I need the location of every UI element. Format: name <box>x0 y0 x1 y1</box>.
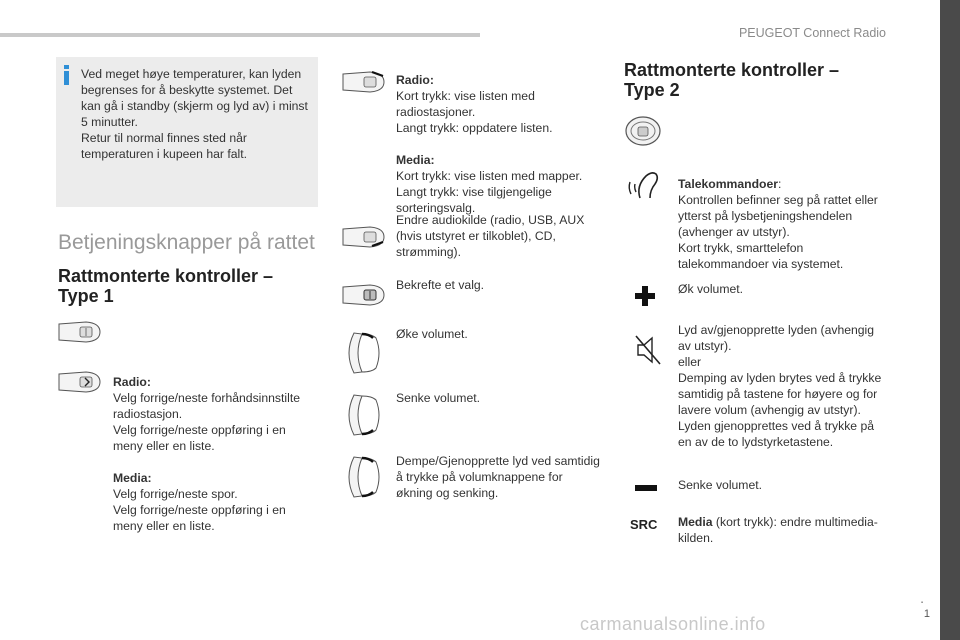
label-radio: Radio: <box>396 73 434 87</box>
volume-control-icon <box>342 392 384 438</box>
volume-control-icon <box>342 330 384 376</box>
steering-control-icon <box>56 320 102 344</box>
type2-voldown-text: Senke volumet. <box>678 478 763 492</box>
middle-item4-text: Øke volumet. <box>396 327 468 341</box>
label-media: Media: <box>113 471 152 485</box>
steering-control-icon <box>340 283 386 307</box>
type1-title: Rattmonterte kontroller – Type 1 <box>58 266 274 306</box>
type2-title: Rattmonterte kontroller – Type 2 <box>624 60 840 100</box>
voice-label: Talekommandoer <box>678 177 779 191</box>
info-icon <box>64 65 69 85</box>
voice-colon: : <box>778 177 782 191</box>
page-dot: . <box>920 590 924 606</box>
watermark: carmanualsonline.info <box>580 614 766 634</box>
type1-item1-text <box>113 358 313 550</box>
middle-item2-text: Endre audiokilde (radio, USB, AUX (hvis utstyret er tilkoblet), CD, strømming). <box>396 213 585 259</box>
media-desc: (kort trykk): endre multimedia-kilden. <box>678 515 878 545</box>
type1-radio-text: Velg forrige/neste forhåndsinnstilte radiostasjon. Velg forrige/neste oppføring i en meny eller en liste. <box>113 391 300 453</box>
voice-command-icon <box>626 168 662 202</box>
middle-item3-text: Bekrefte et valg. <box>396 278 485 292</box>
type2-mute-text: Lyd av/gjenopprette lyden (avhengig av utstyr). eller Demping av lyden brytes ved å trykke samtidig på tastene for høyere og for lavere volum (avhengig av utstyr). Lyden gjenopprettes ved å trykke på en av de to lydstyrketastene. <box>678 323 882 449</box>
steering-control-icon <box>340 225 386 249</box>
steering-control-icon <box>340 70 386 94</box>
src-label: SRC <box>630 517 658 532</box>
section-title: Betjeningsknapper på rattet <box>58 231 315 254</box>
middle-radio-text: Kort trykk: vise listen med radiostasjoner. Langt trykk: oppdatere listen. <box>396 89 553 135</box>
steering-control-icon <box>56 370 102 394</box>
middle-item6-text: Dempe/Gjenopprette lyd ved samtidig å trykke på volumknappene for økning og senking. <box>396 454 600 500</box>
minus-icon <box>634 482 658 494</box>
label-radio: Radio: <box>113 375 151 389</box>
page-number: 1 <box>923 608 930 620</box>
info-box <box>56 57 318 207</box>
page-edge-strip <box>940 0 960 640</box>
mute-icon <box>634 334 662 366</box>
plus-icon <box>633 284 657 308</box>
voice-desc: Kontrollen befinner seg på rattet eller ytterst på lysbetjeningshendelen (avhenger av utstyr). Kort trykk, smarttelefon talekommandoer via systemet. <box>678 193 878 271</box>
media-label: Media <box>678 515 713 529</box>
label-media: Media: <box>396 153 435 167</box>
type2-voice-text <box>678 160 883 288</box>
volume-control-icon <box>342 454 384 500</box>
steering-wheel-icon <box>624 115 662 147</box>
middle-item1-text <box>396 56 596 232</box>
middle-media-text: Kort trykk: vise listen med mapper. Langt trykk: vise tilgjengelige sorteringsvalg. <box>396 169 583 215</box>
header-rule <box>0 33 480 37</box>
type2-media-text <box>678 514 883 546</box>
header-title: PEUGEOT Connect Radio <box>738 26 886 40</box>
type1-media-text: Velg forrige/neste spor. Velg forrige/neste oppføring i en meny eller en liste. <box>113 487 286 533</box>
middle-item5-text: Senke volumet. <box>396 391 481 405</box>
info-text: Ved meget høye temperaturer, kan lyden begrenses for å beskytte systemet. Det kan gå i standby (skjerm og lyd av) i minst 5 minutter. Retur til normal finnes sted når temperaturen i kupeen har falt. <box>81 67 308 161</box>
type2-volup-text: Øk volumet. <box>678 282 744 296</box>
